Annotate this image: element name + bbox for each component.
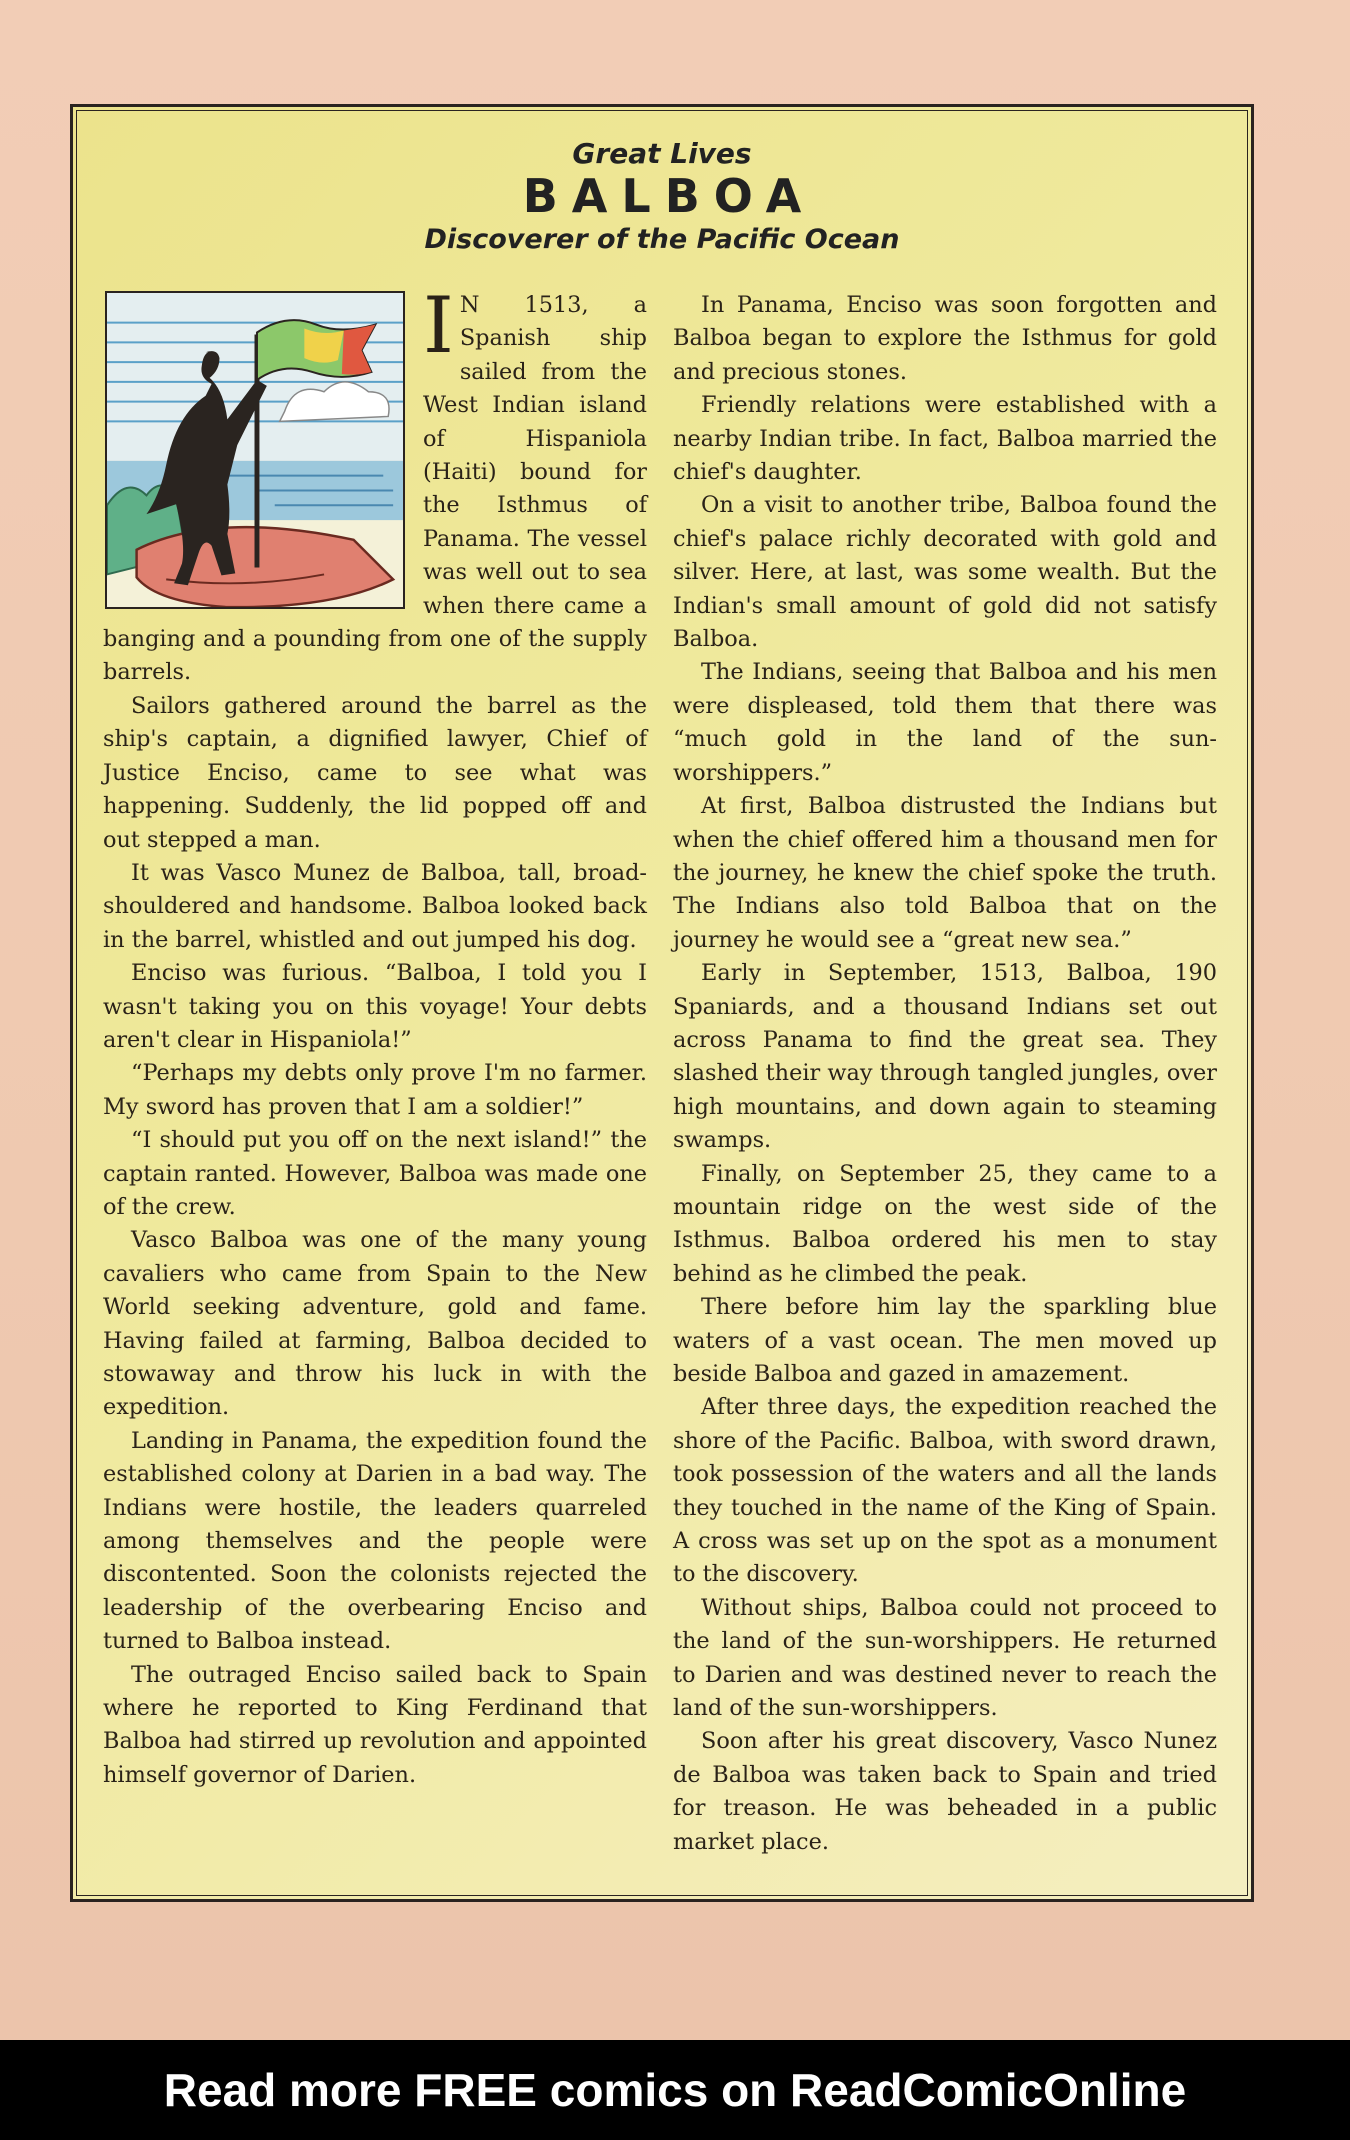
left-column <box>103 281 647 1792</box>
article-paragraph: On a visit to another tribe, Balboa found the chief's palace richly decorated with gold and silver. Here, at last, was some wealth. But the Indian's small amount of gold did not satisfy Balboa. <box>673 492 1217 653</box>
series-kicker: Great Lives <box>572 137 752 170</box>
drop-cap: I <box>423 281 454 371</box>
article-paragraph: After three days, the expedition reached the shore of the Pacific. Balboa, with sword drawn, took possession of the waters and all the lands they touched in the name of the King of Spain. A cross was set up on the spot as a monument to the discovery. <box>673 1394 1217 1588</box>
article-title: BALBOA <box>522 169 816 223</box>
article-paragraph: Enciso was furious. “Balboa, I told you I wasn't taking you on this voyage! Your debts aren't clear in Hispaniola!” <box>103 960 647 1053</box>
promo-banner[interactable]: Read more FREE comics on ReadComicOnline <box>0 2040 1350 2140</box>
article-subtitle: Discoverer of the Pacific Ocean <box>424 224 900 255</box>
article-paragraph: Soon after his great discovery, Vasco Nunez de Balboa was taken back to Spain and tried for treason. He was beheaded in a public market place. <box>673 1728 1217 1855</box>
article-paragraph: Sailors gathered around the barrel as the ship's captain, a dignified lawyer, Chief of Justice Enciso, came to see what was happening. Suddenly, the lid popped off and out stepped a man. <box>103 692 647 853</box>
article-paragraph: Landing in Panama, the expedition found the established colony at Darien in a bad way. The Indians were hostile, the leaders quarreled among themselves and the people were discontented. Soon the colonists rejected the leadership of the overbearing Enciso and turned to Balboa instead. <box>103 1427 647 1655</box>
article-paragraph: Without ships, Balboa could not proceed to the land of the sun-worshippers. He returned to Darien and was destined never to reach the land of the sun-worshippers. <box>673 1594 1217 1722</box>
paragraph-text: N 1513, a Spanish ship sailed from the West Indian island of Hispaniola (Haiti) bound for the Isthmus of Panama. The vessel was well out to sea when there came a banging and a pounding from one of the supply barrels. <box>103 292 647 686</box>
article-panel <box>70 104 1254 1902</box>
article-paragraph: It was Vasco Munez de Balboa, tall, broad-shouldered and handsome. Balboa looked back in the barrel, whistled and out jumped his dog. <box>103 859 647 953</box>
article-paragraph: The outraged Enciso sailed back to Spain where he reported to King Ferdinand that Balboa had stirred up revolution and appointed himself governor of Darien. <box>103 1661 647 1788</box>
article-paragraph: Friendly relations were established with a nearby Indian tribe. In fact, Balboa married the chief's daughter. <box>673 392 1217 486</box>
article-paragraph: The Indians, seeing that Balboa and his men were displeased, told them that there was “much gold in the land of the sun-worshippers.” <box>673 659 1217 786</box>
article-paragraph: Vasco Balboa was one of the many young cavaliers who came from Spain to the New World seeking adventure, gold and fame. Having failed at farming, Balboa decided to stowaway and throw his luck in with the expedition. <box>103 1227 647 1421</box>
article-paragraph: “I should put you off on the next island!” the captain ranted. However, Balboa was made one of the crew. <box>103 1127 647 1220</box>
right-column <box>673 289 1217 1859</box>
article-paragraph: Finally, on September 25, they came to a mountain ridge on the west side of the Isthmus. Balboa ordered his men to stay behind as he climbed the peak. <box>673 1160 1217 1287</box>
article-header <box>73 137 1251 259</box>
article-paragraph: In Panama, Enciso was soon forgotten and Balboa began to explore the Isthmus for gold and precious stones. <box>673 292 1217 385</box>
article-paragraph: “Perhaps my debts only prove I'm no farmer. My sword has proven that I am a soldier!” <box>103 1060 647 1120</box>
article-paragraph: Early in September, 1513, Balboa, 190 Spaniards, and a thousand Indians set out across Panama to find the great sea. They slashed their way through tangled jungles, over high mountains, and down again to steaming swamps. <box>673 960 1217 1154</box>
balboa-with-flag-illustration <box>105 291 405 609</box>
article-paragraph: At first, Balboa distrusted the Indians but when the chief offered him a thousand men for the journey, he knew the chief spoke the truth. The Indians also told Balboa that on the journey he would see a “great new sea.” <box>673 793 1217 953</box>
article-paragraph: There before him lay the sparkling blue waters of a vast ocean. The men moved up beside Balboa and gazed in amazement. <box>673 1294 1217 1387</box>
